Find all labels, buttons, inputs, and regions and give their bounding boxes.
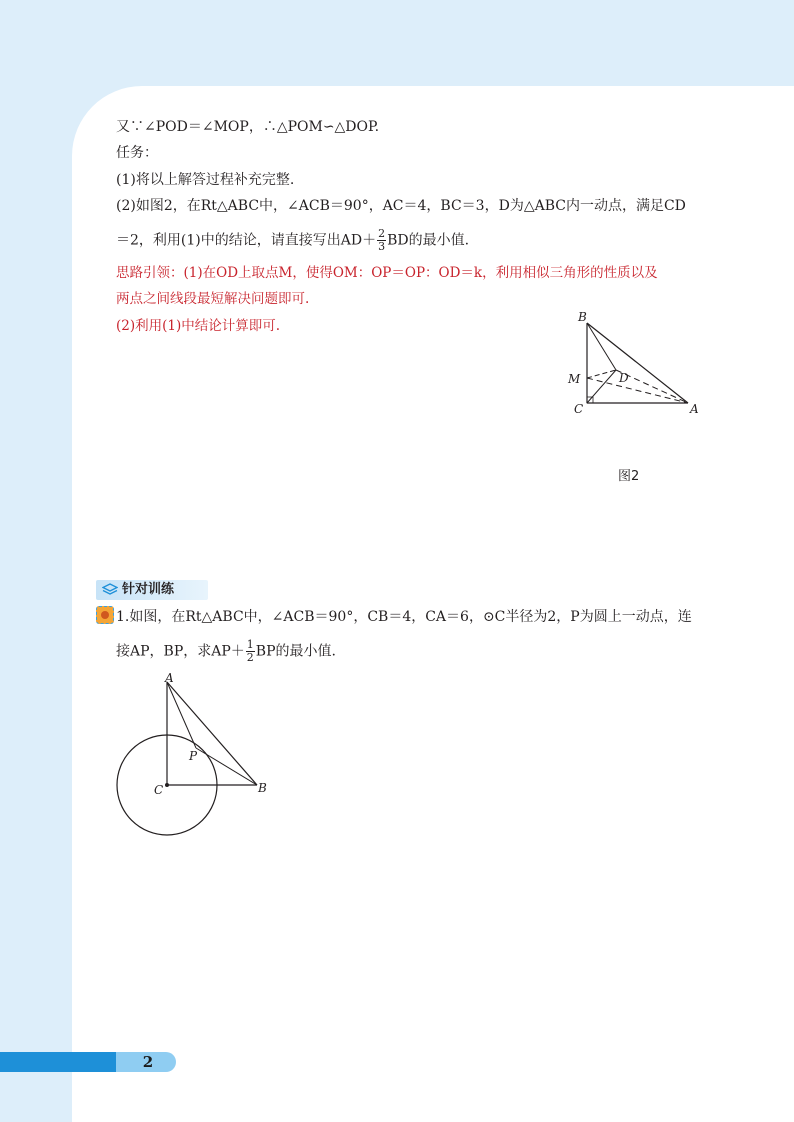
similar-triangles-line: 又∵∠POD＝∠MOP，∴△POM∽△DOP. bbox=[116, 119, 380, 135]
task-2-line-2 bbox=[116, 228, 469, 253]
fraction-numerator: 1 bbox=[246, 638, 254, 651]
left-margin-band bbox=[0, 0, 72, 1122]
question-1-text-2b: BP的最小值. bbox=[255, 643, 336, 660]
fig2-label-B: B bbox=[578, 310, 587, 324]
center-point-C bbox=[165, 783, 169, 787]
task-2-text-b: BD的最小值. bbox=[387, 232, 470, 249]
top-banner bbox=[0, 0, 794, 86]
segment-PB bbox=[196, 748, 257, 785]
question-1-line-1 bbox=[96, 606, 692, 627]
question-badge-icon bbox=[96, 606, 114, 624]
task-2-line-1: (2)如图2，在Rt△ABC中，∠ACB＝90°，AC＝4，BC＝3，D为△ABC内一动点，满足CD bbox=[116, 198, 686, 214]
hint-line-3: (2)利用(1)中结论计算即可. bbox=[116, 318, 281, 334]
q1-label-A: A bbox=[165, 672, 174, 685]
task-2-text-a: ＝2，利用(1)中的结论，请直接写出AD＋ bbox=[116, 232, 377, 249]
fig2-label-C: C bbox=[574, 402, 584, 416]
fig2-label-D: D bbox=[619, 371, 629, 385]
question-1-diagram bbox=[110, 672, 280, 852]
practice-section-title: 针对训练 bbox=[122, 582, 175, 597]
q1-label-B: B bbox=[258, 781, 267, 795]
task-1: (1)将以上解答过程补充完整. bbox=[116, 172, 295, 188]
layers-icon bbox=[102, 583, 118, 597]
fraction-two-thirds bbox=[377, 228, 386, 253]
segment-CD bbox=[587, 370, 616, 403]
segment-BD bbox=[587, 323, 616, 370]
q1-label-C: C bbox=[154, 783, 164, 797]
question-1-line-2 bbox=[116, 639, 336, 664]
fig2-label-M: M bbox=[568, 372, 581, 386]
task-heading: 任务： bbox=[116, 145, 158, 161]
q1-label-P: P bbox=[189, 749, 198, 763]
segment-AB bbox=[167, 682, 257, 785]
hint-line-1: 思路引领：(1)在OD上取点M，使得OM：OP＝OP：OD＝k，利用相似三角形的性质以及 bbox=[116, 265, 658, 281]
segment-AP bbox=[167, 682, 196, 748]
fraction-one-half bbox=[246, 639, 255, 664]
fraction-denominator: 3 bbox=[378, 240, 386, 253]
question-1-text-2a: 接AP，BP，求AP＋ bbox=[116, 643, 245, 660]
fraction-numerator: 2 bbox=[378, 227, 386, 240]
hint-line-2: 两点之间线段最短解决问题即可. bbox=[116, 291, 310, 307]
practice-section-tag bbox=[96, 580, 208, 600]
fig2-label-A: A bbox=[690, 402, 699, 416]
question-1-text-1: 如图，在Rt△ABC中，∠ACB＝90°，CB＝4，CA＝6，⊙C半径为2，P为圆上一动点，连 bbox=[129, 609, 692, 625]
figure-2-caption: 图2 bbox=[618, 469, 640, 484]
figure-2-diagram bbox=[560, 305, 720, 425]
question-1-number: 1. bbox=[116, 609, 130, 625]
fraction-denominator: 2 bbox=[246, 651, 254, 664]
segment-MD-dashed bbox=[587, 370, 616, 378]
page-number: 2 bbox=[142, 1053, 154, 1071]
